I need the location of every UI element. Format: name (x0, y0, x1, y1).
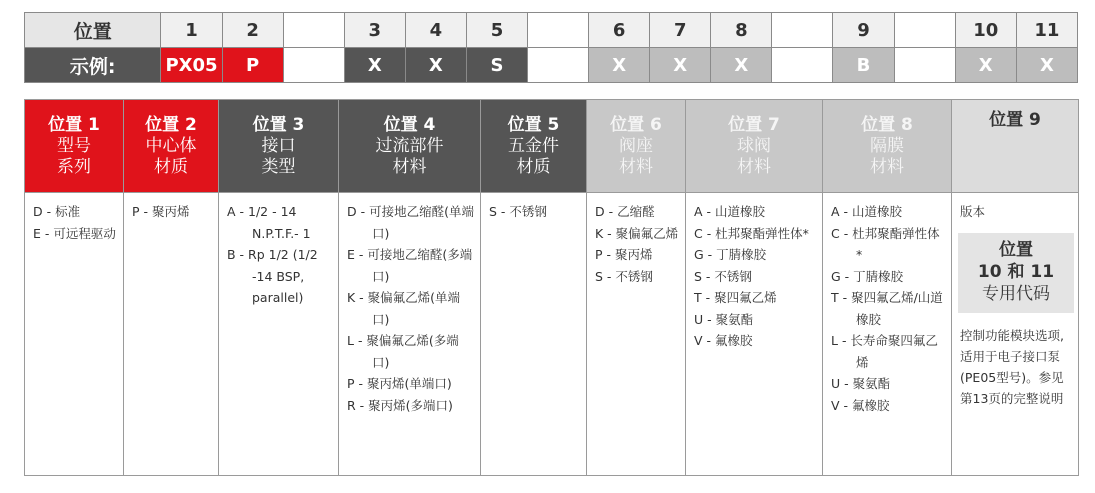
special-code-box (958, 233, 1074, 313)
options-grid (24, 99, 1079, 476)
list-item: L - 长寿命聚四氟乙烯 (831, 333, 938, 370)
column-header-pos7: 位置 7 球阀 材料 (686, 100, 823, 193)
example-code: X (344, 48, 405, 83)
position-label: 位置 (25, 13, 161, 48)
header-row (25, 100, 1079, 193)
list-item: T - 聚四氟乙烯 (694, 290, 777, 305)
position-number: 9 (833, 13, 894, 48)
list-item: E - 可远程驱动 (33, 225, 116, 241)
example-code: PX05 (161, 48, 222, 83)
control-module-note: 控制功能模块选项,适用于电子接口泵(PE05型号)。参见第13页的完整说明 (960, 327, 1064, 406)
list-item: U - 聚氨酯 (831, 376, 891, 391)
list-item: P - 聚丙烯 (132, 204, 190, 219)
list-item: E - 可接地乙缩醛(多端口) (347, 247, 473, 284)
list-item: D - 可接地乙缩醛(单端口) (347, 204, 474, 241)
list-item: V - 氟橡胶 (694, 333, 753, 348)
list-item: D - 标准 (33, 204, 81, 219)
list-item: D - 乙缩醛 (595, 204, 655, 219)
list-item: U - 聚氨酯 (694, 311, 754, 327)
options-cell-pos6 (587, 193, 686, 476)
position-spacer (894, 13, 955, 48)
list-item: A - 1/2 - 14 N.P.T.F.- 1 (227, 204, 311, 241)
position-number: 6 (589, 13, 650, 48)
column-header-pos9: 位置 9 (952, 100, 1079, 193)
list-item: G - 丁腈橡胶 (694, 247, 767, 262)
example-code: X (711, 48, 772, 83)
special-code-positions: 10 和 11 (977, 261, 1055, 282)
options-cell-pos9 (952, 193, 1079, 476)
list-item: S - 不锈钢 (694, 268, 752, 284)
column-header-pos4: 位置 4 过流部件 材料 (339, 100, 481, 193)
example-code: X (589, 48, 650, 83)
list-item: A - 山道橡胶 (694, 204, 766, 219)
column-header-pos2: 位置 2 中心体 材质 (124, 100, 219, 193)
list-item: B - Rp 1/2 (1/2 -14 BSP, parallel) (227, 247, 318, 305)
version-label: 版本 (960, 204, 986, 219)
options-cell-pos7 (686, 193, 823, 476)
list-item: V - 氟橡胶 (831, 397, 890, 413)
special-code-title: 位置 (999, 239, 1033, 260)
position-number: 7 (650, 13, 711, 48)
example-code: S (466, 48, 527, 83)
example-code: X (405, 48, 466, 83)
options-cell-pos2 (124, 193, 219, 476)
position-spacer (283, 13, 344, 48)
example-code: X (650, 48, 711, 83)
position-spacer (772, 13, 833, 48)
example-dash: - (894, 48, 955, 83)
options-cell-pos4 (339, 193, 481, 476)
example-code: X (955, 48, 1016, 83)
example-label: 示例: (25, 48, 161, 83)
special-code-label: 专用代码 (982, 283, 1050, 304)
position-number: 3 (344, 13, 405, 48)
list-item: T - 聚四氟乙烯/山道橡胶 (831, 290, 943, 327)
example-row (25, 48, 1078, 83)
position-code-strip (24, 12, 1078, 83)
list-item: R - 聚丙烯(多端口) (347, 397, 453, 413)
position-number: 11 (1016, 13, 1077, 48)
list-item: S - 不锈钢 (489, 204, 547, 219)
position-number: 2 (222, 13, 283, 48)
column-header-pos1: 位置 1 型号 系列 (25, 100, 124, 193)
list-item: P - 聚丙烯(单端口) (347, 376, 452, 391)
column-header-pos5: 位置 5 五金件 材质 (481, 100, 587, 193)
position-spacer (528, 13, 589, 48)
list-item: P - 聚丙烯 (595, 247, 653, 262)
position-row (25, 13, 1078, 48)
position-number: 5 (466, 13, 527, 48)
column-header-pos8: 位置 8 隔膜 材料 (823, 100, 952, 193)
options-row (25, 193, 1079, 476)
list-item: C - 杜邦聚酯弹性体* (694, 225, 809, 241)
column-header-pos3: 位置 3 接口 类型 (219, 100, 339, 193)
column-header-pos6: 位置 6 阀座 材料 (587, 100, 686, 193)
example-code: P (222, 48, 283, 83)
example-dash: - (528, 48, 589, 83)
options-cell-pos1 (25, 193, 124, 476)
list-item: C - 杜邦聚酯弹性体* (831, 225, 940, 262)
list-item: K - 聚偏氟乙烯 (595, 225, 679, 241)
position-number: 10 (955, 13, 1016, 48)
position-number: 8 (711, 13, 772, 48)
position-number: 4 (405, 13, 466, 48)
list-item: L - 聚偏氟乙烯(多端口) (347, 333, 459, 370)
example-dash: - (772, 48, 833, 83)
options-cell-pos8 (823, 193, 952, 476)
example-code: X (1016, 48, 1077, 83)
list-item: A - 山道橡胶 (831, 204, 903, 219)
position-number: 1 (161, 13, 222, 48)
list-item: S - 不锈钢 (595, 268, 653, 284)
list-item: G - 丁腈橡胶 (831, 268, 904, 284)
example-dash: - (283, 48, 344, 83)
list-item: K - 聚偏氟乙烯(单端口) (347, 290, 461, 327)
options-cell-pos3 (219, 193, 339, 476)
example-code: B (833, 48, 894, 83)
options-cell-pos5 (481, 193, 587, 476)
